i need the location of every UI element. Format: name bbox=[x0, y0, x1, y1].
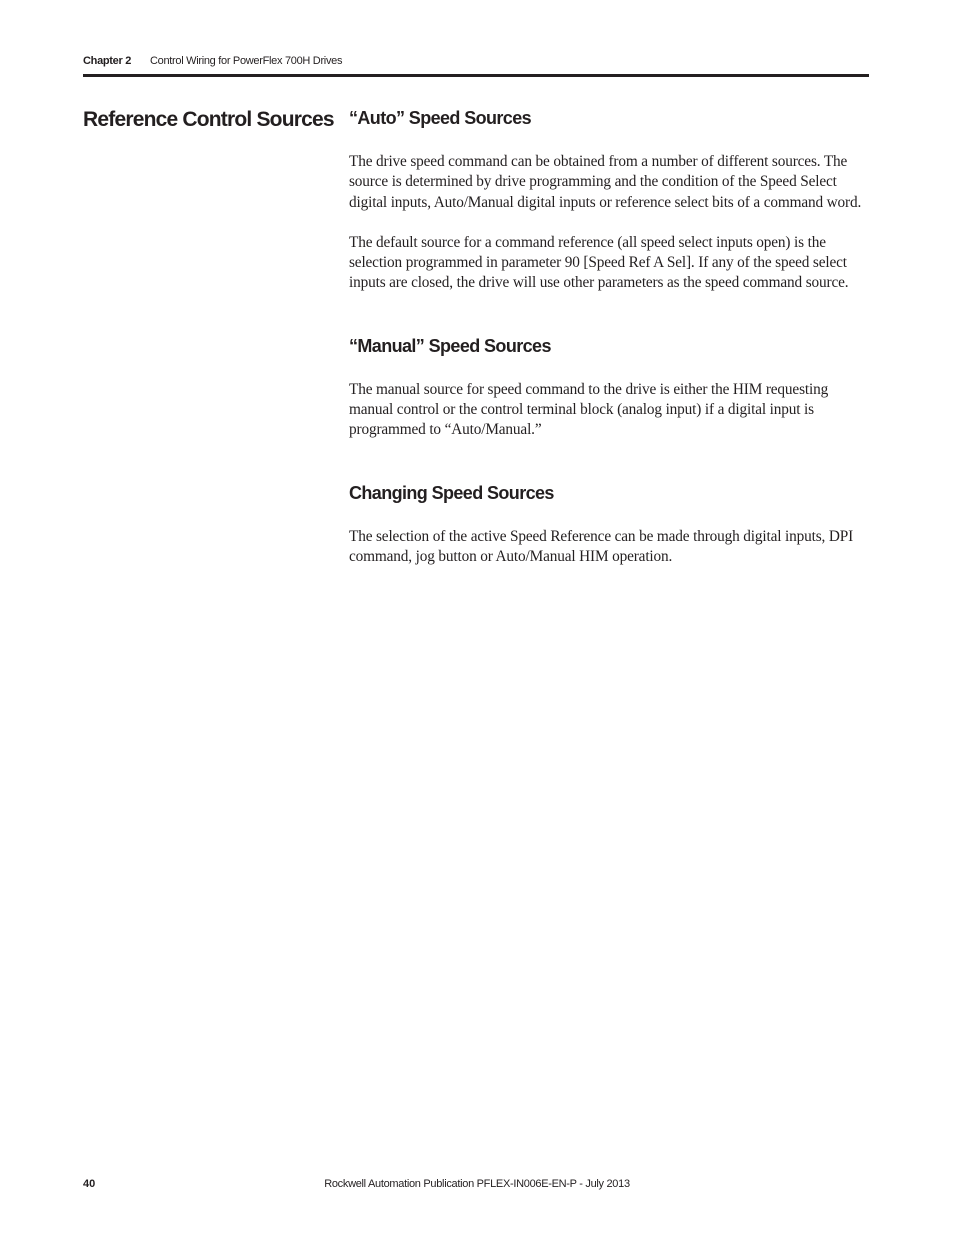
page-number: 40 bbox=[83, 1178, 96, 1190]
header-rule bbox=[83, 74, 869, 77]
chapter-title: Control Wiring for PowerFlex 700H Drives bbox=[150, 55, 343, 67]
section-side-title: Reference Control Sources bbox=[83, 108, 334, 131]
heading-auto-speed-sources: “Auto” Speed Sources bbox=[349, 108, 532, 128]
main-content bbox=[349, 106, 869, 567]
running-header bbox=[83, 53, 868, 69]
heading-changing-speed-sources: Changing Speed Sources bbox=[349, 482, 554, 503]
paragraph: The drive speed command can be obtained from a number of different sources. The source is determined by drive programming and the condition of the Speed Select digital inputs, Auto/Manual digital inputs or reference select bits of a command word. bbox=[349, 153, 862, 211]
paragraph: The default source for a command reference (all speed select inputs open) is the selection programmed in parameter 90 [Speed Ref A Sel]. If any of the speed select inputs are closed, the drive will use other parameters as the speed command source. bbox=[349, 233, 849, 292]
heading-manual-speed-sources: “Manual” Speed Sources bbox=[349, 335, 551, 356]
paragraph: The manual source for speed command to the drive is either the HIM requesting manual control or the control terminal block (analog input) if a digital input is programmed to “Auto/Manual.” bbox=[349, 380, 829, 439]
paragraph: The selection of the active Speed Reference can be made through digital inputs, DPI command, jog button or Auto/Manual HIM operation. bbox=[349, 527, 854, 565]
publication-info: Rockwell Automation Publication PFLEX-IN006E-EN-P - July 2013 bbox=[324, 1178, 630, 1190]
chapter-label: Chapter 2 bbox=[83, 55, 132, 67]
